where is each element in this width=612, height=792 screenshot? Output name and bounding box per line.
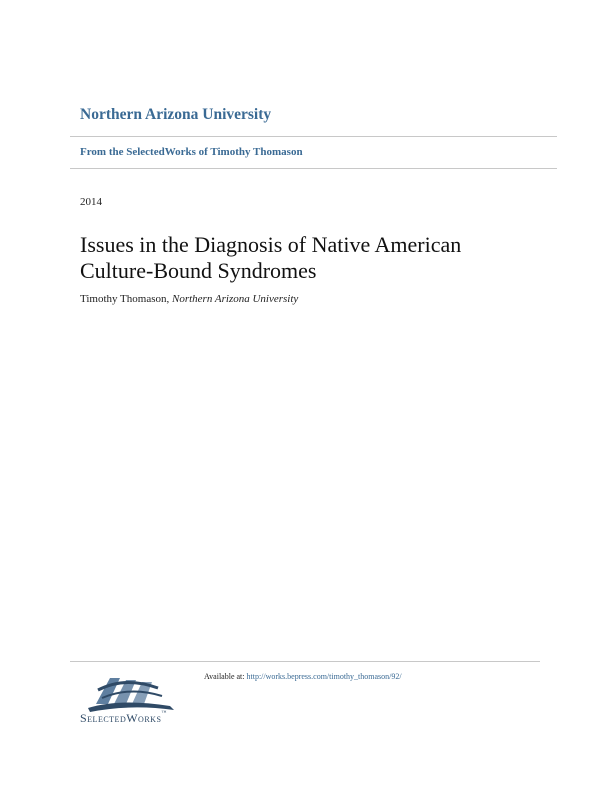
title-line-1: Issues in the Diagnosis of Native American [80,232,462,257]
document-title [80,232,550,284]
author-line [80,293,298,305]
author-separator: , [166,293,172,305]
wordmark-text: SelectedWorks [80,711,162,725]
divider-bottom [70,168,557,169]
document-url-link[interactable]: http://works.bepress.com/timothy_thomason/92/ [246,672,402,681]
available-label: Available at: [204,672,247,681]
collection-link[interactable]: From the SelectedWorks of Timothy Thomason [80,146,303,158]
trademark-mark: ™ [161,711,167,716]
institution-link[interactable]: Northern Arizona University [80,106,272,123]
publication-year: 2014 [80,196,102,208]
divider-top [70,136,557,137]
title-line-2: Culture-Bound Syndromes [80,258,317,283]
author-name: Timothy Thomason [80,293,167,305]
selectedworks-wordmark [80,711,167,726]
footer-divider [70,661,540,662]
availability-line [204,672,402,681]
author-affiliation: Northern Arizona University [172,293,299,305]
